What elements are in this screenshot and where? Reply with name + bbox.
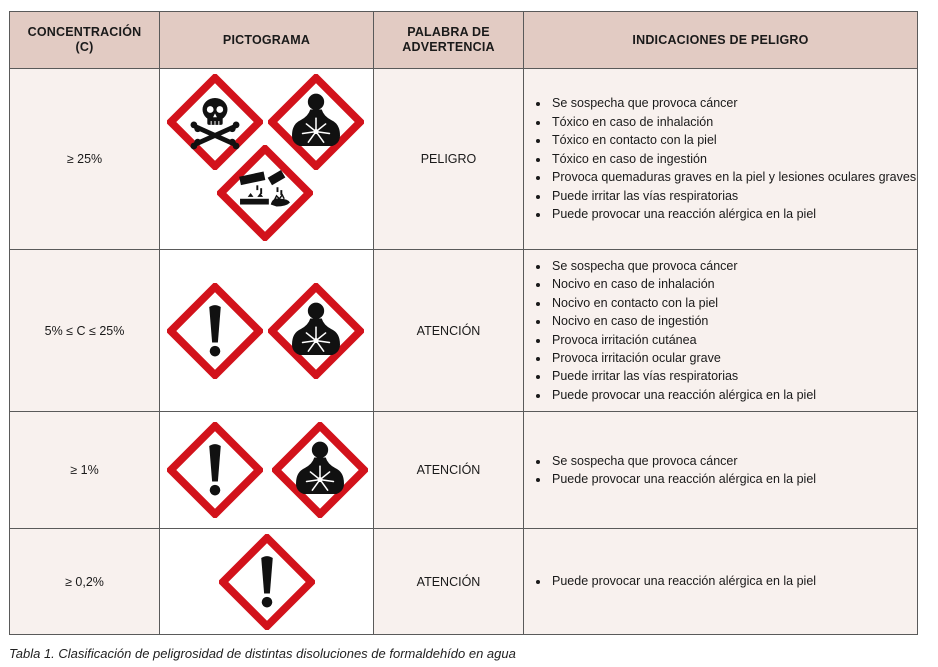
hazard-classification-table (9, 11, 918, 635)
concentration-cell: ≥ 0,2% (10, 529, 160, 635)
list-item: • Puede provocar una reacción alérgica en la piel (550, 205, 917, 223)
corrosion-icon (217, 145, 313, 241)
pictogram-cell (160, 529, 374, 635)
header-signal-word-label: PALABRA DE ADVERTENCIA (402, 25, 495, 54)
list-item: • Nocivo en caso de inhalación (550, 275, 917, 293)
hazard-statements-list (524, 452, 917, 489)
health-hazard-icon (268, 283, 364, 379)
list-item: • Provoca quemaduras graves en la piel y lesiones oculares graves (550, 169, 917, 185)
hazard-statements-list (524, 94, 917, 223)
list-item: • Provoca irritación ocular grave (550, 349, 917, 367)
hazard-statements-cell (524, 69, 918, 250)
concentration-cell: 5% ≤ C ≤ 25% (10, 250, 160, 412)
list-item: • Tóxico en contacto con la piel (550, 131, 917, 149)
hazard-statements-cell (524, 529, 918, 635)
hazard-statements-cell (524, 250, 918, 412)
pictogram-cell (160, 412, 374, 529)
list-item: • Puede irritar las vías respiratorias (550, 187, 917, 205)
list-item: • Se sospecha que provoca cáncer (550, 452, 917, 470)
list-item: • Nocivo en contacto con la piel (550, 294, 917, 312)
list-item: • Puede provocar una reacción alérgica en la piel (550, 470, 917, 488)
concentration-cell: ≥ 1% (10, 412, 160, 529)
list-item: • Se sospecha que provoca cáncer (550, 257, 917, 275)
table-row (10, 250, 918, 412)
health-hazard-icon (272, 422, 368, 518)
list-item: • Provoca irritación cutánea (550, 331, 917, 349)
table-row (10, 529, 918, 635)
hazard-statements-list (524, 572, 917, 590)
exclamation-mark-icon (167, 283, 263, 379)
header-signal-word (374, 12, 524, 69)
list-item: • Puede irritar las vías respiratorias (550, 367, 917, 385)
list-item: • Puede provocar una reacción alérgica en la piel (550, 572, 917, 590)
signal-word-cell: PELIGRO (374, 69, 524, 250)
concentration-cell: ≥ 25% (10, 69, 160, 250)
exclamation-mark-icon (167, 422, 263, 518)
list-item: • Puede provocar una reacción alérgica en la piel (550, 386, 917, 404)
header-concentration (10, 12, 160, 69)
list-item: • Nocivo en caso de ingestión (550, 312, 917, 330)
hazard-statements-cell (524, 412, 918, 529)
table-caption: Tabla 1. Clasificación de peligrosidad de distintas disoluciones de formaldehído en agua (9, 646, 516, 661)
exclamation-mark-icon (219, 534, 315, 630)
signal-word-cell: ATENCIÓN (374, 250, 524, 412)
signal-word-cell: ATENCIÓN (374, 412, 524, 529)
table-header-row (10, 12, 918, 69)
signal-word-cell: ATENCIÓN (374, 529, 524, 635)
header-pictogram: PICTOGRAMA (160, 12, 374, 69)
pictogram-cell (160, 69, 374, 250)
list-item: • Tóxico en caso de ingestión (550, 150, 917, 168)
table-row (10, 412, 918, 529)
list-item: • Tóxico en caso de inhalación (550, 113, 917, 131)
header-concentration-label: CONCENTRACIÓN (C) (27, 25, 142, 54)
table-row (10, 69, 918, 250)
header-hazard-statements: INDICACIONES DE PELIGRO (524, 12, 918, 69)
hazard-statements-list (524, 257, 917, 404)
list-item: • Se sospecha que provoca cáncer (550, 94, 917, 112)
pictogram-cell (160, 250, 374, 412)
